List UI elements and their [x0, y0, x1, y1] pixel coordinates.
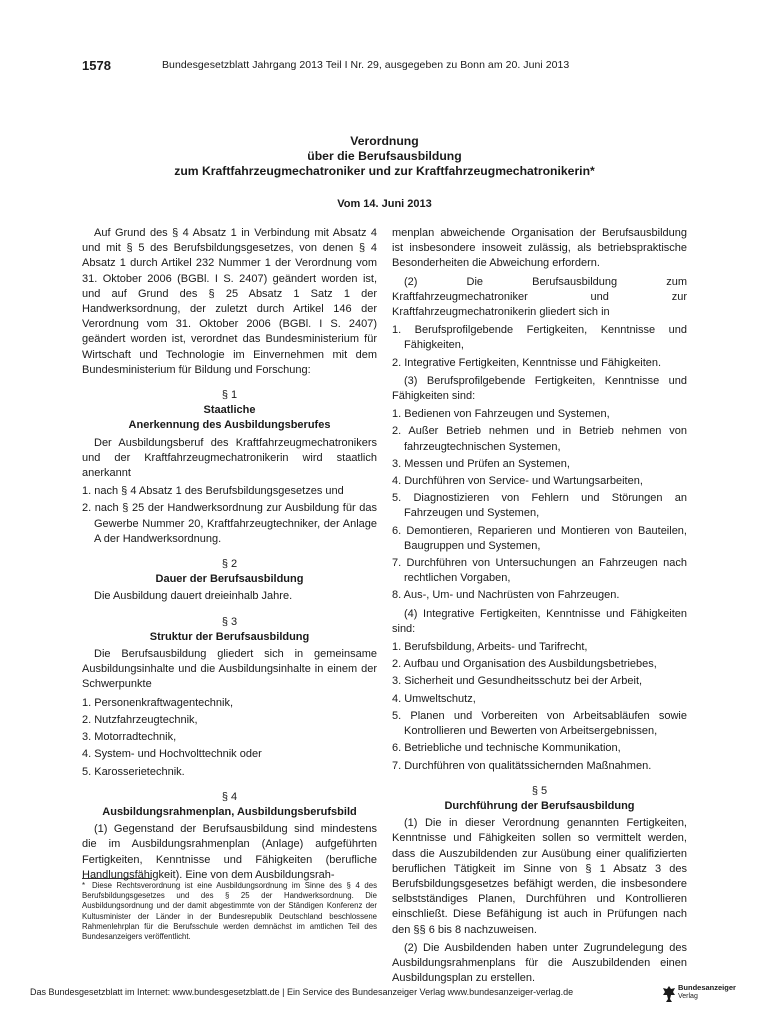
footnote-mark: *: [82, 881, 86, 890]
list-item: 1. Personenkraftwagentechnik,: [82, 696, 234, 709]
list-item: 4. Durchführen von Service- und Wartungsarbeiten,: [392, 475, 643, 488]
list-item: 4. System- und Hochvolttechnik oder: [82, 748, 262, 761]
section-4-list-3: [392, 407, 687, 603]
footnote-text: Diese Rechtsverordnung ist eine Ausbildungsordnung im Sinne des § 4 des Berufsbildungsgesetzes und des § 25 der Handwerksordnung. Die Ausbildungsordnung und der damit abgestimmte von der Ständigen Konferenz der Kultusminister der Länder in der Bundesrepublik Deutschland beschlossene Rahmenlehrplan für die Berufsschule werden demnächst im amtlichen Teil des Bundesanzeigers veröffentlicht.: [82, 881, 377, 942]
section-4-paragraph-4: (4) Integrative Fertigkeiten, Kenntnisse und Fähigkeiten sind:: [392, 607, 687, 635]
section-1-heading: [82, 403, 377, 433]
section-1-number: § 1: [221, 389, 238, 402]
logo-name: Bundesanzeiger: [678, 983, 736, 992]
list-item: 6. Demontieren, Reparieren und Montieren von Bauteilen, Baugruppen und Systemen,: [392, 524, 687, 552]
section-1-heading-line-1: Staatliche: [203, 404, 256, 417]
footnote: [82, 881, 377, 942]
list-item: 1. nach § 4 Absatz 1 des Berufsbildungsgesetzes und: [82, 485, 344, 498]
section-4-paragraph-3: (3) Berufsprofilgebende Fertigkeiten, Kenntnisse und Fähigkeiten sind:: [392, 374, 687, 403]
list-item: 1. Berufsbildung, Arbeits- und Tarifrecht,: [392, 641, 588, 654]
preamble: Auf Grund des § 4 Absatz 1 in Verbindung mit Absatz 4 und mit § 5 des Berufsbildungsgesetzes, von denen § 4 Absatz 1 durch Artikel 232 Nummer 1 der Verordnung vom 31. Oktober 2006 (BGBl. I S. 2407) geändert worden ist, und auf Grund des § 25 Absatz 1 Satz 1 der Handwerksordnung, der zuletzt durch Artikel 146 der Verordnung vom 31. Oktober 2006 (BGBl. I S. 2407) geändert worden ist, verordnet das Bundesministerium für Wirtschaft und Technologie im Einvernehmen mit dem Bundesministerium für Bildung und Forschung:: [82, 227, 377, 376]
list-item: 5. Diagnostizieren von Fehlern und Störungen an Fahrzeugen und Systemen,: [392, 492, 687, 520]
section-4-continuation: menplan abweichende Organisation der Berufsausbildung ist insbesondere insoweit zulässig, als betriebspraktische Besonderheiten die Abweichung erfordern.: [392, 227, 687, 270]
section-2-heading: Dauer der Berufsausbildung: [155, 573, 304, 586]
logo-subtitle: Verlag: [678, 993, 698, 1000]
list-item: 4. Umweltschutz,: [392, 692, 476, 705]
title-date: Vom 14. Juni 2013: [337, 198, 432, 210]
section-4-list-4: [392, 640, 687, 774]
list-item: 3. Sicherheit und Gesundheitsschutz bei der Arbeit,: [392, 675, 643, 688]
section-5-heading: Durchführung der Berufsausbildung: [444, 799, 635, 812]
left-column: [82, 226, 377, 886]
running-header: [82, 58, 622, 74]
section-2-text: Die Ausbildung dauert dreieinhalb Jahre.: [94, 590, 293, 603]
title-line-3: zum Kraftfahrzeugmechatroniker und zur Kraftfahrzeugmechatronikerin*: [174, 164, 595, 178]
list-item: 5. Planen und Vorbereiten von Arbeitsabläufen sowie Kontrollieren und Bewerten von Arbeitsergebnissen,: [392, 709, 687, 738]
running-title: Bundesgesetzblatt Jahrgang 2013 Teil I Nr. 29, ausgegeben zu Bonn am 20. Juni 2013: [162, 59, 570, 71]
list-item: 7. Durchführen von Untersuchungen an Fahrzeugen nach rechtlichen Vorgaben,: [392, 557, 687, 585]
eagle-emblem-icon: [662, 985, 676, 1003]
list-item: 1. Bedienen von Fahrzeugen und Systemen,: [392, 408, 610, 421]
section-5-paragraph-2: (2) Die Ausbildenden haben unter Zugrundelegung des Ausbildungsrahmenplans für die Auszubildenden einen Ausbildungsplan zu erstellen.: [392, 941, 687, 985]
list-item: 5. Karosserietechnik.: [82, 765, 185, 778]
page-footer: Das Bundesgesetzblatt im Internet: www.bundesgesetzblatt.de | Ein Service des Bundesanzeiger Verlag www.bundesanzeiger-verlag.de: [30, 987, 574, 997]
list-item: 2. Aufbau und Organisation des Ausbildungsbetriebes,: [392, 658, 657, 671]
section-4-text: (1) Gegenstand der Berufsausbildung sind mindestens die im Ausbildungsrahmenplan (Anlage) aufgeführten Fertigkeiten, Kenntnisse und Fähigkeiten (berufliche Handlungsfähigkeit). Eine von dem Ausbildungsrah-: [82, 823, 377, 881]
list-item: 2. Außer Betrieb nehmen und in Betrieb nehmen von fahrzeugtechnischen Systemen,: [392, 425, 687, 453]
section-1-heading-line-2: Anerkennung des Ausbildungsberufes: [128, 419, 331, 432]
page-number: 1578: [82, 58, 111, 73]
section-5-number: § 5: [531, 784, 548, 797]
list-item: 3. Motorradtechnik,: [82, 731, 177, 744]
section-4-heading: Ausbildungsrahmenplan, Ausbildungsberufsbild: [102, 805, 357, 818]
footnote-divider: [82, 878, 152, 879]
section-4-paragraph-2: (2) Die Berufsausbildung zum Kraftfahrzeugmechatroniker und zur Kraftfahrzeugmechatronikerin gliedert sich in: [392, 275, 687, 319]
section-3-number: § 3: [221, 615, 238, 628]
section-3-list: [82, 696, 377, 780]
section-3-heading: Struktur der Berufsausbildung: [149, 630, 310, 643]
list-item: 3. Messen und Prüfen an Systemen,: [392, 457, 570, 470]
section-3-text: Die Berufsausbildung gliedert sich in gemeinsame Ausbildungsinhalte und die Ausbildungsinhalte in einem der Schwerpunkte: [82, 648, 377, 691]
section-2-number: § 2: [221, 558, 238, 571]
list-item: 8. Aus-, Um- und Nachrüsten von Fahrzeugen.: [392, 589, 620, 602]
document-title: [82, 134, 687, 210]
list-item: 7. Durchführen von qualitätssichernden Maßnahmen.: [392, 759, 652, 772]
list-item: 2. Nutzfahrzeugtechnik,: [82, 713, 198, 726]
section-4-number: § 4: [221, 790, 238, 803]
title-line-1: Verordnung: [350, 134, 419, 148]
list-item: 1. Berufsprofilgebende Fertigkeiten, Kenntnisse und Fähigkeiten,: [392, 324, 687, 352]
section-1-list: [82, 484, 377, 547]
title-line-2: über die Berufsausbildung: [307, 149, 462, 163]
list-item: 2. Integrative Fertigkeiten, Kenntnisse und Fähigkeiten.: [392, 356, 662, 369]
right-column: [392, 226, 687, 989]
publisher-logo: [662, 983, 742, 1009]
section-1-text: Der Ausbildungsberuf des Kraftfahrzeugmechatronikers und der Kraftfahrzeugmechatronikerin wird staatlich anerkannt: [82, 436, 377, 480]
list-item: 2. nach § 25 der Handwerksordnung zur Ausbildung für das Gewerbe Nummer 20, Kraftfahrzeugtechniker, der Anlage A der Handwerksordnung.: [82, 502, 377, 545]
section-5-paragraph-1: (1) Die in dieser Verordnung genannten Fertigkeiten, Kenntnisse und Fähigkeiten sollen so vermittelt werden, dass die Auszubildenden zur Ausübung einer qualifizierten beruflichen Tätigkeit im Sinne von § 1 Absatz 3 des Berufsbildungsgesetzes befähigt werden, die insbesondere selbstständiges Planen, Durchführen und Kontrollieren einschließt. Diese Befähigung ist auch in Prüfungen nach den §§ 6 bis 8 nachzuweisen.: [392, 817, 687, 936]
list-item: 6. Betriebliche und technische Kommunikation,: [392, 742, 621, 755]
section-4-list-2: [392, 323, 687, 371]
